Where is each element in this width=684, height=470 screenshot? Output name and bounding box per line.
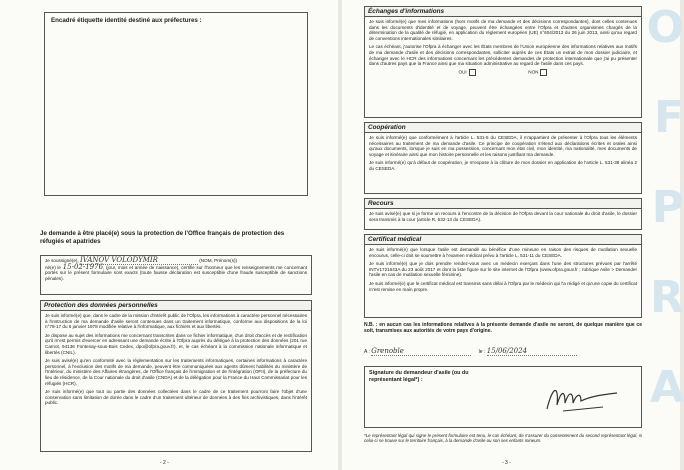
page-number-right: - 3 - [502,460,511,466]
born-label: né(e) le [45,264,61,270]
medical-frame [364,234,642,318]
watermark-letter: R [650,272,684,323]
cooperation-paragraph: Je suis informé(e) que conformément à l'article L. 531-5 du CESEDA, il m'appartient de présenter à l'Ofpra tous les éléments nécessaires au traitement de ma demande d'asile. Ce principe de coopération s'étend aux déclarations écrites et orales ainsi qu'aux documents, lorsque je suis en ma possession, concernant mon état civil, mon identité, ma nationalité, mes documents de voyage et itinéraire ainsi que mon histoire personnelle et les raisons justifiant ma demande. [369,135,637,157]
exchange-paragraph: Je suis informé(e) que mes informations (hors motifs de ma demande et des décisions correspondantes), dont celles contenues dans les documents d'identité et de voyage, peuvent être échangées entre l'Ofpra et d'autres organismes chargés de la détermination de la qualité de réfugié, en application du règlement européen (UE) n°604/2013 du 26 juin 2013, ainsi qu'au regard de conventions internationales similaires. [369,19,637,41]
declaration-frame [40,255,312,295]
data-protection-paragraph: Je suis informé(e) que, dans le cadre de la mission d'intérêt public de l'Ofpra, les informations à caractère personnel nécessaires à l'instruction de ma demande d'asile seront contenues dans un traitement informatique, conforme aux dispositions de la loi n°78-17 du 6 janvier 1978 modifiée relative à l'informatique, aux fichiers et aux libertés. [45,313,307,330]
data-protection-paragraph: Je suis avisé(e) qu'en conformité avec la réglementation sur les traitements informatiques, certaines informations à caractère personnel, à l'exclusion des motifs de ma demande, peuvent être communiquées aux agents dûment habilités du ministère de l'Intérieur, du ministère des Affaires étrangères, de l'Office français de l'immigration et de l'intégration (OFII), de la préfecture du lieu de résidence, de la Cour nationale du droit d'asile (CNDA) et de la délégation pour la France du Haut Commissariat pour les réfugiés (HCR). [45,358,307,386]
signer-name[interactable]: IVANOV VOLODYMIR [80,258,198,265]
consent-yes-checkbox[interactable] [469,69,476,76]
page-right [342,0,684,470]
ofpra-watermark [646,0,684,470]
date-label: le : [478,349,486,355]
data-protection-frame [40,300,312,452]
cooperation-title: Coopération [365,123,641,133]
prefecture-label-frame [44,12,308,196]
signature-label: Signature du demandeur d'asile (ou du représentant légal*) : [369,370,469,383]
declaration-text: , (jour, mois et année de naissance), certifie sur l'honneur que les renseignements me concernant portés sur le présent formulaire sont exacts (toute fausse déclaration est susceptible d'une fraude susceptible de sanctions pénales). [45,264,307,281]
signer-name-hint: (NOM, Prénom(s)) [199,258,238,263]
exchange-title: Échanges d'informations [365,7,641,17]
appeal-frame [364,198,642,230]
birth-date[interactable]: 15-02-1976 [62,262,104,271]
medical-paragraph: Je suis informé(e) que le certificat médical est transmis sans délai à l'Ofpra par le médecin qui l'a rédigé et qu'une copie du certificat m'est remise en main propre. [369,280,637,292]
exchange-frame [364,6,642,118]
medical-paragraph: Je suis informé(e) que je dois prendre rendez-vous avec un médecin exerçant dans l'une des structures prévues par l'arrêté INTV1721643A du 23 août 2017 et dont la liste figure sur le site internet de l'Ofpra (www.ofpra.gouv.fr ; rubrique Asile > Demander l'asile en cas de mutilation sexuelle féminine). [369,261,637,278]
data-protection-title: Protection des données personnelles [41,301,311,311]
appeal-paragraph: Je suis avisé(e) que si je forme un recours à l'encontre de la décision de l'Ofpra devant la cour nationale du droit d'asile, le dossier sera transmis à la cour (article R. 532-13 du CESEDA). [369,211,637,222]
legal-footnote: *Le représentant légal qui signe le présent formulaire est tenu, le cas échéant, de s'assurer du consentement du second représentant légal, si celui-ci se trouve sur le territoire français, à la demande d'asile ou son ses enfants mineurs. [364,433,642,444]
place-date-line [364,347,642,356]
place-value[interactable]: Grenoble [371,347,471,356]
data-protection-paragraph: Je dispose au sujet des informations me concernant transcrites dans ce fichier informatique, d'un droit d'accès et de rectification qu'il m'est permis d'exercer en adressant une demande écrite à l'Ofpra auprès du délégué à la protection des données (201 rue Carnot, 94136 Fontenay-sous-Bois Cedex, dpo@ofpra.gouv.fr), et, le cas échéant à la commission nationale informatique et libertés (CNIL). [45,332,307,355]
consent-yes-label: OUI [458,69,467,75]
prefecture-frame-title: Encadré étiquette identité destiné aux préfectures : [51,17,202,24]
medical-title: Certificat médical [365,235,641,245]
consent-no-checkbox[interactable] [540,69,547,76]
nb-note: N.B. : en aucun cas les informations relatives à la présente demande d'asile ne seront, de quelque manière que ce soit, transmises aux autorités de votre pays d'origine. [364,322,642,334]
request-title: Je demande à être placé(e) sous la protection de l'Office français de protection des réfugiés et apatrides [40,230,285,245]
page-left [0,0,338,470]
watermark-letter: P [651,182,684,233]
signature-frame [364,366,642,428]
medical-paragraph: Je suis informé(e) que lorsque l'asile est demandé au bénéfice d'une mineure en raison des risques de mutilation sexuelle encourus, celle-ci doit se soumettre à l'examen médical prévu à l'article L. 531-11 du CESEDA. [369,247,637,258]
signer-label: Je soussigné(e), [45,258,79,263]
exchange-paragraph: Le cas échéant, j'autorise l'Ofpra à échanger avec les États membres de l'Union européenne des informations relatives aux motifs de ma demande d'asile et des décisions correspondantes, solliciter auprès de ces États un extrait de mon dossier judiciaire, et échanger avec le HCR des informations concernant les précédentes demandes de protection internationale que j'ai pu présenter dans d'autres pays que la France ainsi que ma situation administrative au regard de l'asile dans ces pays. [369,44,637,67]
signature-drawing [543,379,623,419]
page-number-left: - 2 - [160,460,169,466]
date-value[interactable]: 15/06/2024 [487,347,577,356]
watermark-letter: F [653,92,684,143]
consent-no-label: NON [528,69,539,75]
cooperation-frame [364,122,642,194]
watermark-letter: O [646,2,684,53]
appeal-title: Recours [365,199,641,209]
cooperation-paragraph: Je suis informé(e) qu'à défaut de coopération, je m'expose à la clôture de mon dossier en application de l'article L. 531-38 alinéa 2 du CESEDA. [369,160,637,171]
place-label: A : [364,349,370,355]
data-protection-paragraph: Je suis informé(e) que tout ou partie des données collectées dans le cadre de ce traitement pourront faire l'objet d'une conservation sans limitation de durée dans le cadre d'un traitement ultérieur de données à des fins archivistiques, dans l'intérêt public. [45,389,307,406]
watermark-letter: A [649,362,684,413]
